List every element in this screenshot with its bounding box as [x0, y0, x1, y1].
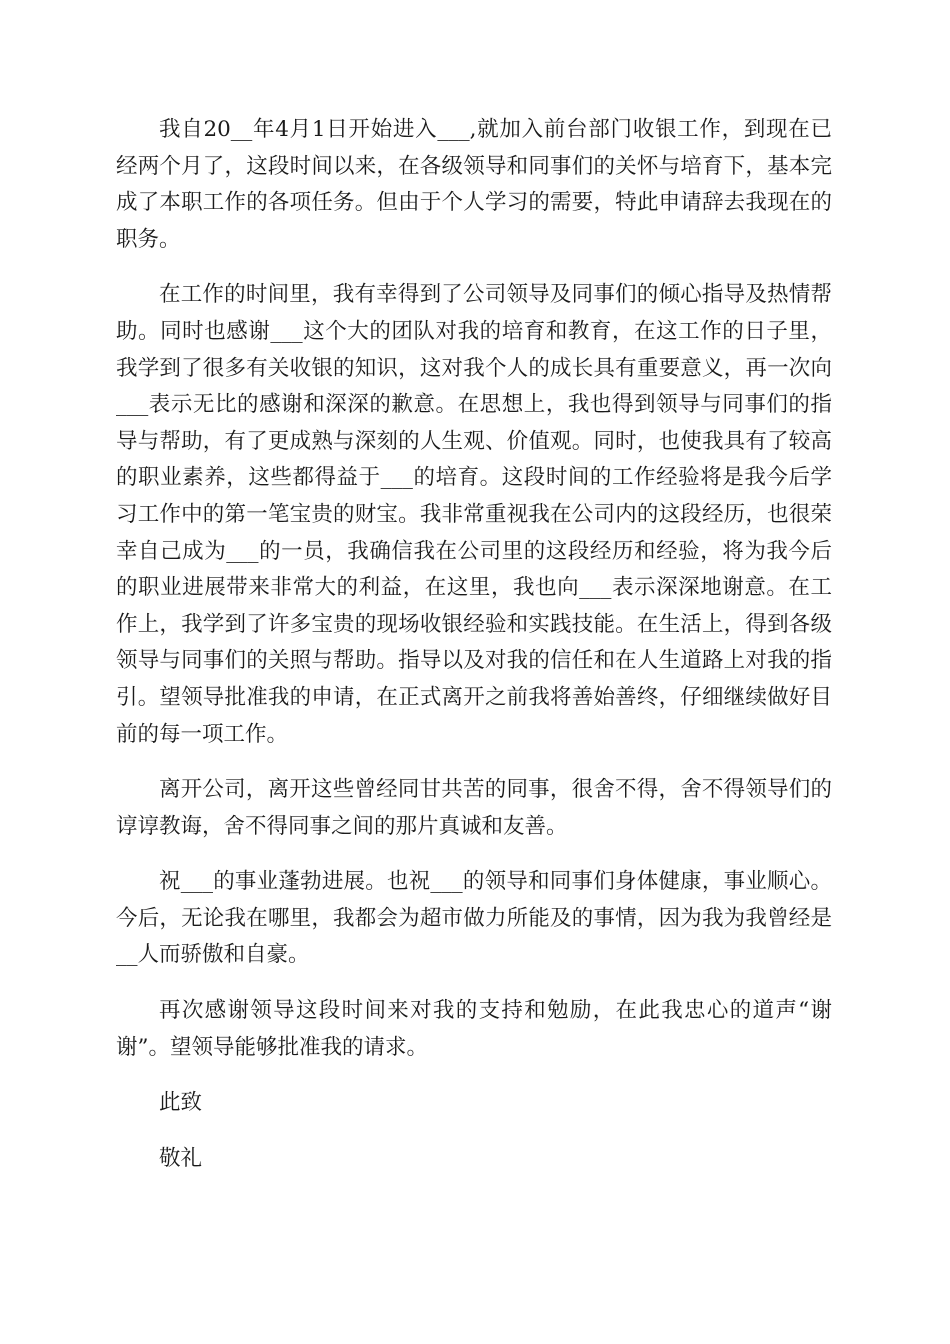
paragraph-wishes: 祝___的事业蓬勃进展。也祝___的领导和同事们身体健康，事业顺心。今后，无论我在哪里，我都会为超市做力所能及的事情，因为我为我曾经是__人而骄傲和自豪。	[116, 869, 832, 968]
paragraph-thanks: 再次感谢领导这段时间来对我的支持和勉励，在此我忠心的道声“谢谢”。望领导能够批准我的请求。	[116, 998, 832, 1060]
paragraph-intro: 我自20__年4月1日开始进入___,就加入前台部门收银工作，到现在已经两个月了，这段时间以来，在各级领导和同事们的关怀与培育下，基本完成了本职工作的各项任务。但由于个人学习的需要，特此申请辞去我现在的职务。	[116, 117, 832, 252]
closing-regards: 敬礼	[159, 1145, 203, 1171]
paragraph-gratitude: 在工作的时间里，我有幸得到了公司领导及同事们的倾心指导及热情帮助。同时也感谢___这个大的团队对我的培育和教育，在这工作的日子里，我学到了很多有关收银的知识，这对我个人的成长具有重要意义，再一次向___表示无比的感谢和深深的歉意。在思想上，我也得到领导与同事们的指导与帮助，有了更成熟与深刻的人生观、价值观。同时，也使我具有了较高的职业素养，这些都得益于___的培育。这段时间的工作经验将是我今后学习工作中的第一笔宝贵的财宝。我非常重视我在公司内的这段经历，也很荣幸自己成为___的一员，我确信我在公司里的这段经历和经验，将为我今后的职业进展带来非常大的利益，在这里，我也向___表示深深地谢意。在工作上，我学到了许多宝贵的现场收银经验和实践技能。在生活上，得到各级领导与同事们的关照与帮助。指导以及对我的信任和在人生道路上对我的指引。望领导批准我的申请，在正式离开之前我将善始善终，仔细继续做好目前的每一项工作。	[116, 282, 832, 747]
closing-salutation: 此致	[159, 1090, 203, 1116]
paragraph-farewell: 离开公司，离开这些曾经同甘共苦的同事，很舍不得，舍不得领导们的谆谆教诲，舍不得同事之间的那片真诚和友善。	[116, 777, 832, 839]
letter-body	[116, 112, 832, 1196]
